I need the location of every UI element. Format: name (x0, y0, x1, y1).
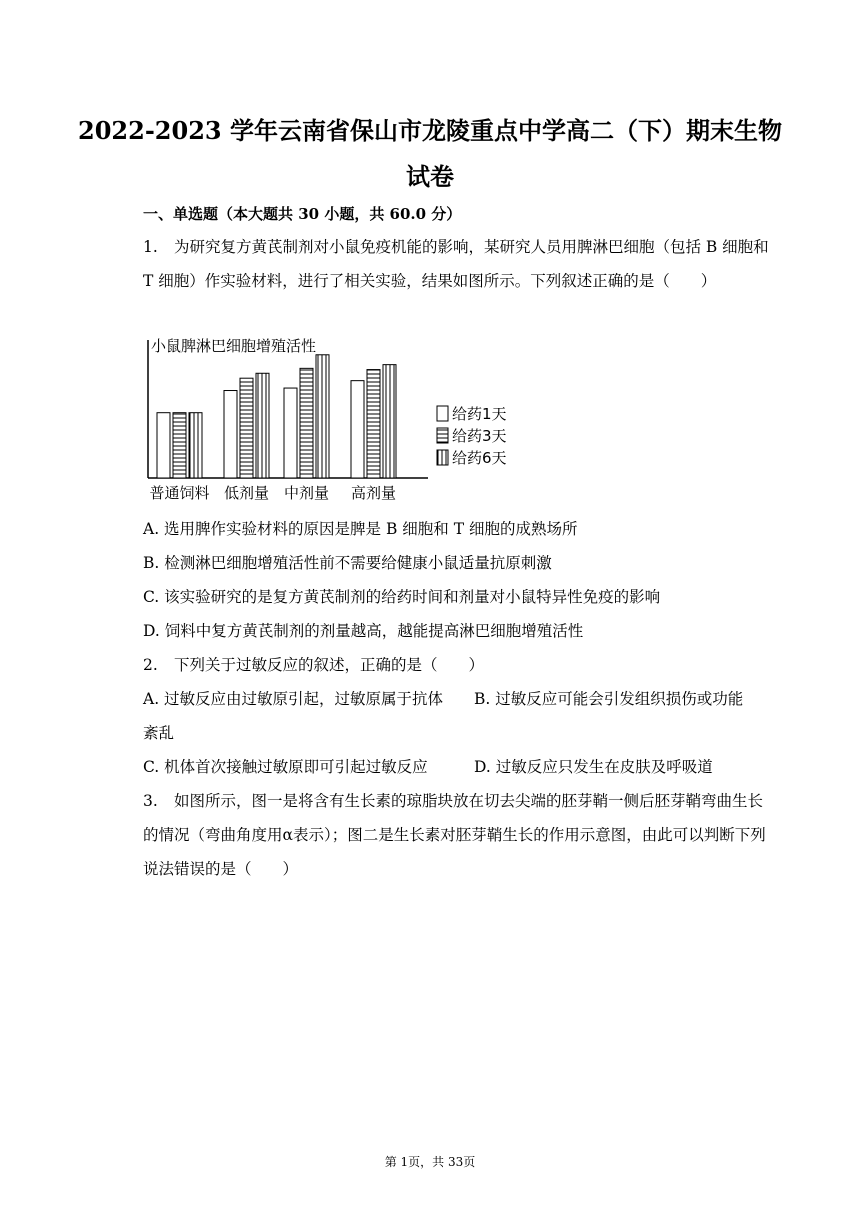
question-number: 2. (143, 656, 158, 674)
legend-label: 给药6天 (452, 449, 507, 467)
q2-option-d: D. 过敏反应只发生在皮肤及呼吸道 (474, 758, 713, 776)
question-1-line-2: T 细胞）作实验材料，进行了相关实验，结果如图所示。下列叙述正确的是（ ） (143, 272, 717, 290)
question-number: 1. (143, 238, 158, 256)
bar (351, 381, 364, 478)
bar (240, 378, 253, 478)
question-2 (143, 653, 484, 675)
legend-swatch (437, 428, 448, 443)
page-footer: 第 1页，共 33页 (384, 1155, 476, 1169)
bar (300, 368, 313, 478)
bar (383, 365, 396, 478)
option-c: C. 该实验研究的是复方黄芪制剂的给药时间和剂量对小鼠特异性免疫的影响 (143, 588, 661, 606)
option-b: B. 检测淋巴细胞增殖活性前不需要给健康小鼠适量抗原刺激 (143, 554, 552, 572)
bar (173, 413, 186, 478)
question-text: 为研究复方黄芪制剂对小鼠免疫机能的影响，某研究人员用脾淋巴细胞（包括 B 细胞和 (173, 238, 769, 256)
q2-option-b-line-2: 紊乱 (143, 724, 175, 742)
legend-label: 给药3天 (452, 427, 507, 445)
title-line-1: 2022-2023 学年云南省保山市龙陵重点中学高二（下）期末生物 (78, 116, 782, 145)
bar (367, 370, 380, 478)
question-text: 如图所示，图一是将含有生长素的琼脂块放在切去尖端的胚芽鞘一侧后胚芽鞘弯曲生长 (173, 792, 763, 810)
bar (256, 373, 269, 478)
q2-option-c: C. 机体首次接触过敏原即可引起过敏反应 (143, 758, 428, 776)
option-d: D. 饲料中复方黄芪制剂的剂量越高，越能提高淋巴细胞增殖活性 (143, 622, 584, 640)
question-3-line-3: 说法错误的是（ ） (143, 860, 299, 878)
legend-swatch (437, 406, 448, 421)
legend-label: 给药1天 (452, 405, 507, 423)
q2-option-b-line-1: B. 过敏反应可能会引发组织损伤或功能 (474, 690, 744, 708)
document-title (60, 108, 800, 200)
question-number: 3. (143, 792, 158, 810)
q2-option-a: A. 过敏反应由过敏原引起，过敏原属于抗体 (143, 690, 444, 708)
x-tick-label: 高剂量 (350, 484, 397, 502)
x-tick-label: 低剂量 (223, 484, 270, 502)
title-line-2: 试卷 (406, 162, 454, 191)
x-tick-label: 中剂量 (283, 484, 330, 502)
bar (157, 413, 170, 478)
option-a: A. 选用脾作实验材料的原因是脾是 B 细胞和 T 细胞的成熟场所 (143, 520, 578, 538)
x-tick-label: 普通饲料 (149, 484, 210, 502)
bar (316, 355, 329, 478)
legend-swatch (437, 450, 448, 465)
bar (224, 391, 237, 478)
question-1-line-1 (143, 235, 769, 257)
question-3-line-1 (143, 789, 763, 811)
question-3-line-2: 的情况（弯曲角度用α表示）；图二是生长素对胚芽鞘生长的作用示意图，由此可以判断下列 (143, 826, 766, 844)
y-axis-label: 小鼠脾淋巴细胞增殖活性 (151, 337, 317, 355)
bar (284, 388, 297, 478)
bar-chart (140, 328, 520, 508)
bar (189, 413, 202, 478)
section-heading: 一、单选题（本大题共 30 小题，共 60.0 分） (143, 205, 462, 223)
question-text: 下列关于过敏反应的叙述，正确的是（ ） (173, 656, 484, 674)
